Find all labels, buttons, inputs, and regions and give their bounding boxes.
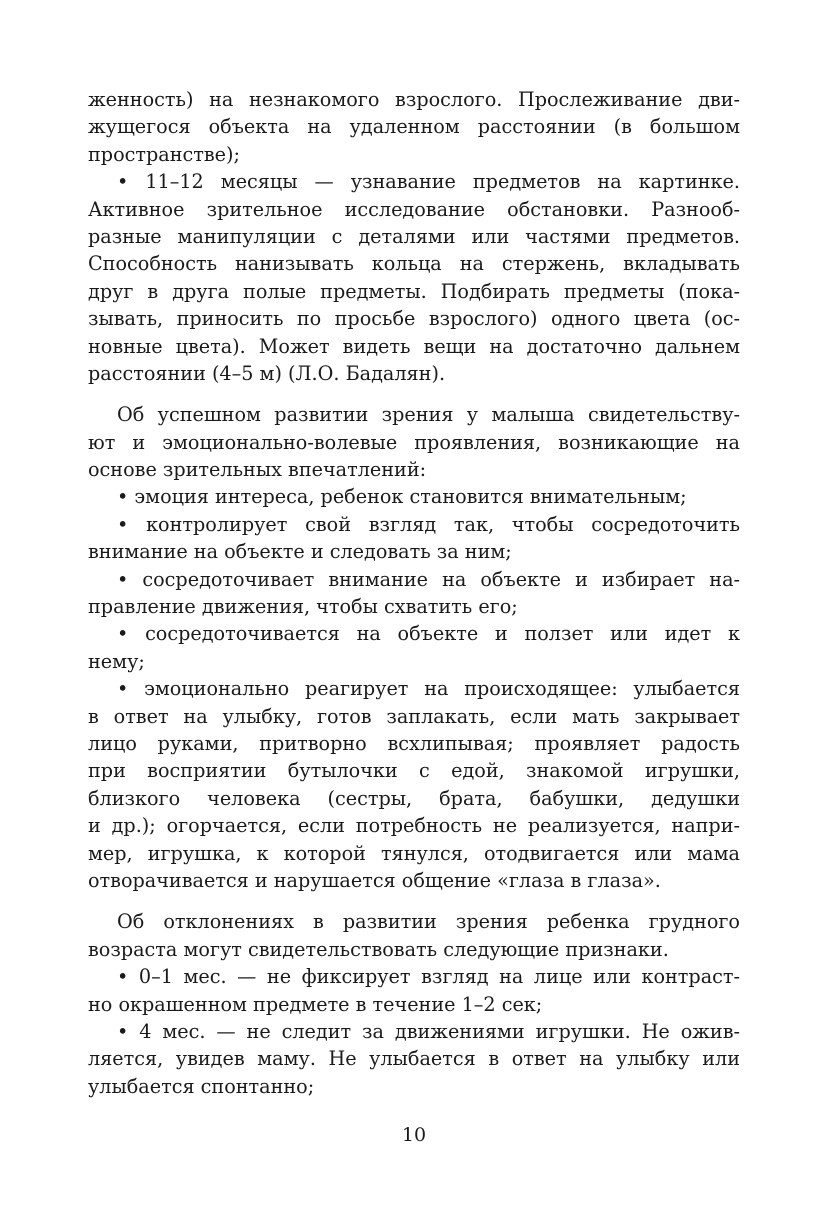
text-line: расстоянии (4–5 м) (Л.О. Бадалян). (88, 361, 446, 385)
text-line: друг в друга полые предметы. Подбирать предметы (пока- (88, 279, 740, 303)
text-line: но окрашенном предмете в течение 1–2 сек; (88, 992, 543, 1016)
text-line: новные цвета). Может видеть вещи на достаточно дальнем (88, 334, 740, 358)
text-line: мер, игрушка, к которой тянулся, отодвигается или мама (88, 841, 740, 865)
text-line: Об отклонениях в развитии зрения ребенка грудного (117, 910, 740, 934)
text-line: отворачивается и нарушается общение «глаза в глаза». (88, 868, 661, 892)
page-number: 10 (401, 1124, 427, 1146)
text-line: ляется, увидев маму. Не улыбается в ответ на улыбку или (88, 1047, 740, 1071)
bullet-item (88, 1018, 740, 1100)
text-line: • эмоция интереса, ребенок становится внимательным; (117, 485, 687, 509)
text-line: при восприятии бутылочки с едой, знакомой игрушки, (88, 759, 740, 783)
page-body (88, 86, 740, 1100)
text-line: пространстве); (88, 142, 240, 166)
text-line: правление движения, чтобы схватить его; (88, 595, 518, 619)
text-line: • эмоционально реагирует на происходящее: улыбается (117, 677, 740, 701)
text-line: Активное зрительное исследование обстановки. Разнооб- (88, 197, 740, 221)
text-line: внимание на объекте и следовать за ним; (88, 540, 512, 564)
text-line: лицо руками, притворно всхлипывая; проявляет радость (88, 731, 740, 755)
text-line: близкого человека (сестры, брата, бабушки, дедушки (88, 786, 740, 810)
paragraph (88, 908, 740, 963)
text-line: жущегося объекта на удаленном расстоянии (в большом (88, 115, 740, 139)
text-line: • 4 мес. — не следит за движениями игрушки. Не ожив- (117, 1019, 740, 1043)
text-line: • сосредоточивается на объекте и ползет или идет к (117, 622, 740, 646)
paragraph-gap (88, 387, 740, 401)
text-line: улыбается спонтанно; (88, 1074, 315, 1098)
paragraph (88, 401, 740, 483)
text-line: возраста могут свидетельствовать следующие признаки. (88, 937, 669, 961)
text-line: • контролирует свой взгляд так, чтобы сосредоточить (117, 512, 740, 536)
bullet-item (88, 566, 740, 621)
paragraph (88, 86, 740, 168)
text-line: нему; (88, 649, 145, 673)
bullet-item (88, 168, 740, 387)
text-line: • 11–12 месяцы — узнавание предметов на картинке. (117, 170, 740, 194)
text-line: и др.); огорчается, если потребность не реализуется, напри- (88, 814, 740, 838)
text-line: разные манипуляции с деталями или частями предметов. (88, 224, 740, 248)
bullet-item (88, 483, 740, 510)
text-line: основе зрительных впечатлений: (88, 458, 427, 482)
text-line: • сосредоточивает внимание на объекте и избирает на- (117, 567, 740, 591)
text-line: ют и эмоционально-волевые проявления, возникающие на (88, 430, 740, 454)
text-line: • 0–1 мес. — не фиксирует взгляд на лице или контраст- (117, 965, 740, 989)
text-line: зывать, приносить по просьбе взрослого) одного цвета (ос- (88, 307, 740, 331)
bullet-item (88, 511, 740, 566)
paragraph-gap (88, 894, 740, 908)
bullet-item (88, 620, 740, 675)
text-line: Способность нанизывать кольца на стержень, вкладывать (88, 252, 740, 276)
text-line: женность) на незнакомого взрослого. Прослеживание дви- (88, 88, 740, 111)
text-line: Об успешном развитии зрения у малыша свидетельству- (117, 403, 740, 427)
bullet-item (88, 963, 740, 1018)
text-line: в ответ на улыбку, готов заплакать, если мать закрывает (88, 704, 740, 728)
bullet-item (88, 675, 740, 894)
